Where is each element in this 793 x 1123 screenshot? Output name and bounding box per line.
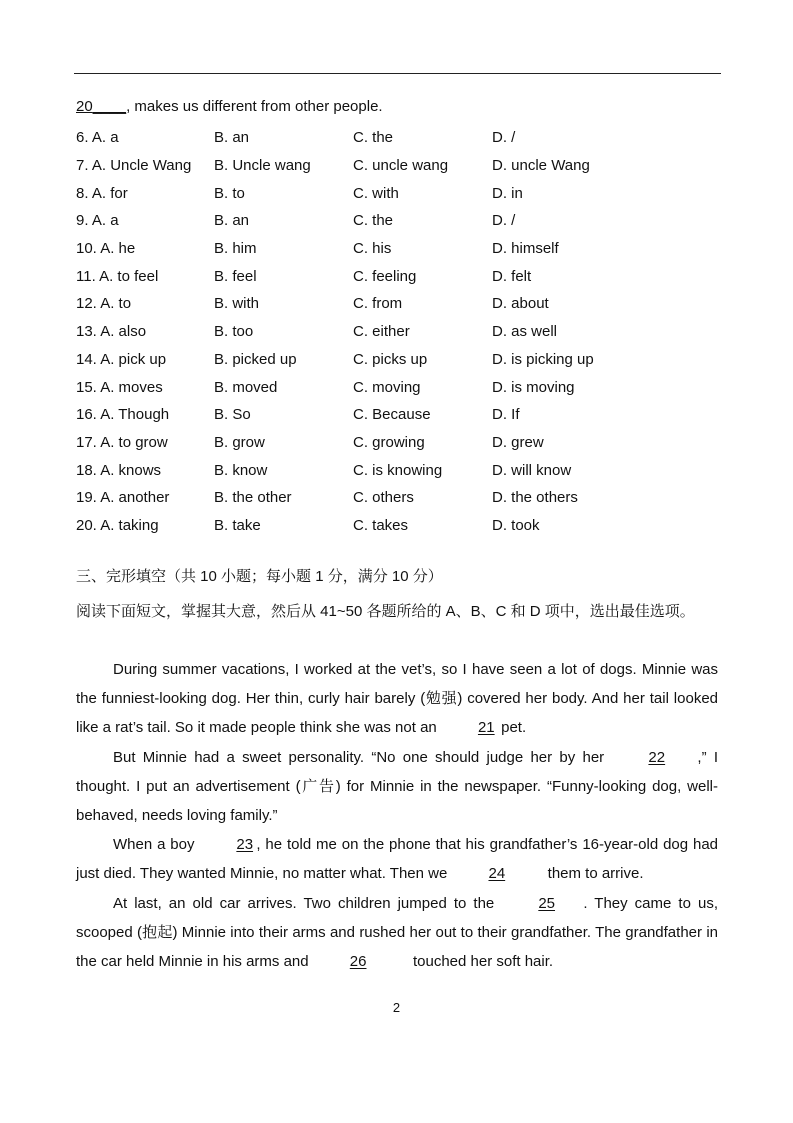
options-table — [76, 124, 716, 539]
option-b: B. him — [214, 240, 257, 258]
paragraph-text: touched her soft hair. — [408, 953, 554, 971]
option-b: B. grow — [214, 433, 265, 451]
option-a: 11. A. to feel — [76, 267, 159, 285]
option-b: B. So — [214, 406, 251, 424]
option-row — [76, 512, 716, 540]
blank-23: 23 — [236, 836, 254, 854]
option-d: D. / — [492, 129, 516, 147]
paragraph-text: During summer vacations, I worked at the vet’s, so I have seen a lot of dogs. Minnie was the funniest-looking dog. Her thin, curly hair barely (勉强) covered her body. And her tail looked like a rat’s tail. So it made people think she was not an — [76, 661, 718, 737]
option-a: 12. A. to — [76, 295, 132, 313]
option-b: B. too — [214, 323, 254, 341]
section-instruction: 阅读下面短文，掌握其大意，然后从 41~50 各题所给的 A、B、C 和 D 项中，选出最佳选项。 — [76, 603, 695, 620]
option-row — [76, 262, 716, 290]
option-c: C. with — [353, 184, 399, 202]
option-a: 19. A. another — [76, 489, 170, 507]
blank-24: 24 — [488, 865, 506, 883]
option-a: 13. A. also — [76, 323, 147, 341]
section-title: 三、完形填空（共 10 小题；每小题 1 分，满分 10 分） — [76, 568, 443, 585]
option-b: B. feel — [214, 267, 257, 285]
option-d: D. the others — [492, 489, 578, 507]
option-a: 10. A. he — [76, 240, 136, 258]
option-row — [76, 124, 716, 152]
paragraph-3 — [76, 830, 718, 888]
option-b: B. an — [214, 129, 250, 147]
option-a: 7. A. Uncle Wang — [76, 157, 192, 175]
lead-line — [76, 97, 383, 117]
option-row — [76, 456, 716, 484]
option-b: B. know — [214, 461, 268, 479]
option-c: C. from — [353, 295, 403, 313]
paragraph-text: , he told me on the phone that his grandfather’s 16-year-old dog had just died. They wanted Minnie, no matter what. Then we — [76, 836, 719, 883]
option-row — [76, 401, 716, 429]
option-d: D. / — [492, 212, 516, 230]
option-c: C. the — [353, 129, 394, 147]
option-d: D. took — [492, 516, 540, 534]
option-d: D. himself — [492, 240, 559, 258]
option-row — [76, 484, 716, 512]
option-b: B. with — [214, 295, 260, 313]
page-number: 2 — [392, 1000, 401, 1015]
option-c: C. is knowing — [353, 461, 443, 479]
blank-21: 21 — [477, 719, 495, 737]
option-row — [76, 152, 716, 180]
lead-text: , makes us different from other people. — [126, 98, 383, 115]
option-c: C. growing — [353, 433, 425, 451]
option-row — [76, 179, 716, 207]
option-c: C. takes — [353, 516, 409, 534]
option-c: C. others — [353, 489, 414, 507]
option-d: D. will know — [492, 461, 572, 479]
lead-number: 20 — [76, 98, 93, 115]
option-row — [76, 373, 716, 401]
lead-blank: ____ — [92, 98, 127, 115]
option-d: D. in — [492, 184, 523, 202]
paragraph-text: them to arrive. — [543, 865, 644, 883]
option-a: 8. A. for — [76, 184, 128, 202]
option-d: D. as well — [492, 323, 558, 341]
paragraph-text: At last, an old car arrives. Two children jumped to the — [113, 894, 502, 912]
option-b: B. the other — [214, 489, 292, 507]
option-row — [76, 290, 716, 318]
option-b: B. an — [214, 212, 250, 230]
paragraph-text: . They came to us, scooped (抱起) Minnie into their arms and rushed her out to their grandfather. The grandfather in the car held Minnie in his arms and — [76, 894, 718, 971]
option-c: C. uncle wang — [353, 157, 449, 175]
paragraph-2 — [76, 743, 718, 831]
option-b: B. Uncle wang — [214, 157, 311, 175]
blank-26: 26 — [349, 953, 367, 971]
option-c: C. Because — [353, 406, 431, 424]
paragraph-text: But Minnie had a sweet personality. “No one should judge her by her — [113, 748, 612, 766]
option-b: B. take — [214, 516, 261, 534]
option-d: D. is picking up — [492, 350, 594, 368]
option-a: 17. A. to grow — [76, 433, 168, 451]
option-a: 15. A. moves — [76, 378, 163, 396]
option-row — [76, 318, 716, 346]
header-rule — [74, 73, 721, 74]
option-c: C. either — [353, 323, 410, 341]
blank-22: 22 — [648, 748, 666, 766]
option-b: B. to — [214, 184, 245, 202]
paragraph-text: pet. — [496, 719, 527, 737]
option-d: D. grew — [492, 433, 544, 451]
option-row — [76, 235, 716, 263]
option-row — [76, 429, 716, 457]
option-c: C. moving — [353, 378, 421, 396]
paragraph-4 — [76, 889, 718, 977]
option-c: C. his — [353, 240, 392, 258]
option-d: D. uncle Wang — [492, 157, 590, 175]
option-a: 9. A. a — [76, 212, 119, 230]
option-c: C. feeling — [353, 267, 417, 285]
option-d: D. felt — [492, 267, 532, 285]
option-row — [76, 346, 716, 374]
option-a: 6. A. a — [76, 129, 119, 147]
cloze-passage — [76, 655, 718, 976]
option-b: B. moved — [214, 378, 278, 396]
option-d: D. about — [492, 295, 549, 313]
blank-25: 25 — [538, 894, 556, 912]
option-c: C. picks up — [353, 350, 428, 368]
paragraph-1 — [76, 655, 718, 743]
option-a: 16. A. Though — [76, 406, 170, 424]
option-row — [76, 207, 716, 235]
option-d: D. If — [492, 406, 520, 424]
option-c: C. the — [353, 212, 394, 230]
option-a: 18. A. knows — [76, 461, 162, 479]
paragraph-text: When a boy — [113, 836, 200, 854]
option-d: D. is moving — [492, 378, 575, 396]
option-b: B. picked up — [214, 350, 297, 368]
option-a: 14. A. pick up — [76, 350, 167, 368]
paragraph-text: ,” I thought. I put an advertisement (广告) for Minnie in the newspaper. “Funny-looking dog, well-behaved, needs loving family.” — [76, 748, 719, 825]
option-a: 20. A. taking — [76, 516, 159, 534]
